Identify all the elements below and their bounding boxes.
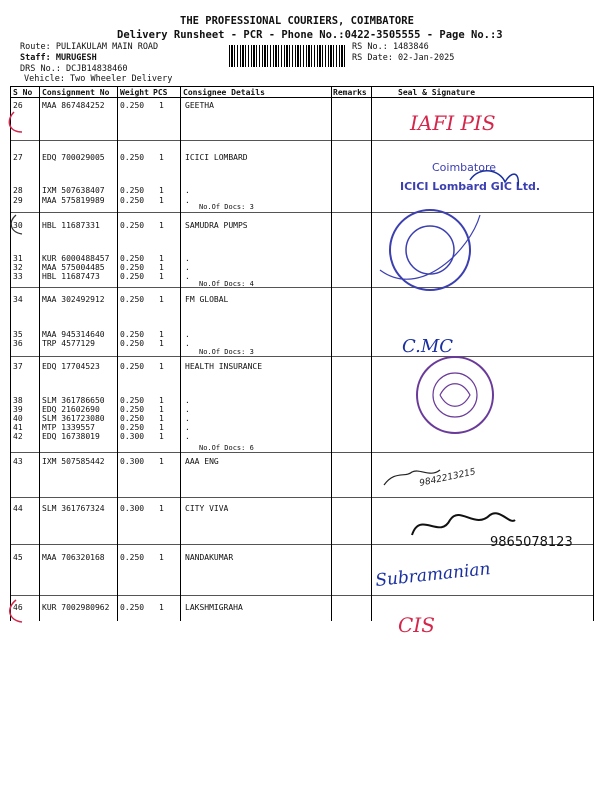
doc-count: No.Of Docs: 3 [199, 203, 254, 211]
cell-sno: 35 [13, 330, 23, 339]
cell-cn: TRP 4577129 [42, 339, 95, 348]
cell-cn: MAA 867484252 [42, 101, 105, 110]
cell-consignee: SAMUDRA PUMPS [185, 221, 248, 230]
cell-pcs: 1 [159, 295, 164, 304]
cell-pcs: 1 [159, 153, 164, 162]
cell-sno: 28 [13, 186, 23, 195]
cell-pcs: 1 [159, 396, 164, 405]
cell-pcs: 1 [159, 362, 164, 371]
doc-count: No.Of Docs: 6 [199, 444, 254, 452]
signature-row-46: CIS [398, 613, 435, 637]
cell-consignee: FM GLOBAL [185, 295, 229, 304]
staff-text: Staff: MURUGESH [20, 53, 97, 63]
cell-wt: 0.300 [120, 432, 145, 441]
cell-sno: 31 [13, 254, 23, 263]
cell-sno: 33 [13, 272, 23, 281]
cell-wt: 0.250 [120, 423, 145, 432]
doc-count: No.Of Docs: 4 [199, 280, 254, 288]
cell-consignee: NANDAKUMAR [185, 553, 234, 562]
icici-stamp-line1: Coimbatore [432, 161, 496, 174]
drs-text: DRS No.: DCJB14838460 [20, 64, 128, 74]
cell-wt: 0.250 [120, 330, 145, 339]
cell-pcs: 1 [159, 405, 164, 414]
cell-pcs: 1 [159, 263, 164, 272]
circle-mark [11, 215, 22, 234]
cell-consignee: . [185, 330, 190, 339]
cell-cn: SLM 361767324 [42, 504, 105, 513]
cell-wt: 0.250 [120, 221, 145, 230]
cell-cn: EDQ 17704523 [42, 362, 100, 371]
red-tick-mark [9, 112, 22, 132]
health-stamp-outer [417, 357, 493, 433]
cell-sno: 39 [13, 405, 23, 414]
cell-consignee: CITY VIVA [185, 504, 229, 513]
cell-consignee: . [185, 263, 190, 272]
red-tick-mark [10, 600, 22, 622]
cell-cn: IXM 507638407 [42, 186, 105, 195]
route-text: Route: PULIAKULAM MAIN ROAD [20, 42, 159, 52]
signature-row-44 [412, 513, 515, 535]
cell-cn: MAA 302492912 [42, 295, 105, 304]
cell-wt: 0.250 [120, 153, 145, 162]
cell-pcs: 1 [159, 423, 164, 432]
signature-row-44-phone: 9865078123 [490, 535, 573, 550]
samudra-stamp-inner [406, 226, 454, 274]
cell-cn: MAA 945314640 [42, 330, 105, 339]
col-header-sno: S No [13, 88, 33, 97]
cell-sno: 29 [13, 196, 23, 205]
cell-sno: 41 [13, 423, 23, 432]
cell-sno: 27 [13, 153, 23, 162]
cell-cn: MTP 1339557 [42, 423, 95, 432]
cell-wt: 0.250 [120, 101, 145, 110]
cell-sno: 38 [13, 396, 23, 405]
cell-consignee: . [185, 405, 190, 414]
cell-consignee: . [185, 414, 190, 423]
cell-consignee: . [185, 196, 190, 205]
cell-cn: IXM 507585442 [42, 457, 105, 466]
cell-consignee: . [185, 339, 190, 348]
cell-pcs: 1 [159, 553, 164, 562]
cell-wt: 0.250 [120, 263, 145, 272]
cell-pcs: 1 [159, 339, 164, 348]
col-header-remarks: Remarks [333, 88, 367, 97]
cell-wt: 0.250 [120, 272, 145, 281]
cell-wt: 0.300 [120, 504, 145, 513]
cell-cn: EDQ 16738019 [42, 432, 100, 441]
cell-pcs: 1 [159, 330, 164, 339]
cell-cn: SLM 361723080 [42, 414, 105, 423]
cell-sno: 44 [13, 504, 23, 513]
cell-sno: 32 [13, 263, 23, 272]
cell-pcs: 1 [159, 504, 164, 513]
samudra-stamp-outer [390, 210, 470, 290]
cell-consignee: . [185, 254, 190, 263]
cell-wt: 0.250 [120, 553, 145, 562]
signature-row-36: C.MC [402, 336, 454, 357]
cell-consignee: GEETHA [185, 101, 214, 110]
cell-wt: 0.250 [120, 414, 145, 423]
cell-consignee: AAA ENG [185, 457, 219, 466]
cell-sno: 34 [13, 295, 23, 304]
cell-sno: 43 [13, 457, 23, 466]
cell-sno: 37 [13, 362, 23, 371]
col-header-pcs: PCS [153, 88, 168, 97]
cell-consignee: . [185, 186, 190, 195]
cell-sno: 45 [13, 553, 23, 562]
cell-cn: SLM 361786650 [42, 396, 105, 405]
signature-row-45: Subramanian [374, 559, 492, 591]
cell-pcs: 1 [159, 186, 164, 195]
company-title: THE PROFESSIONAL COURIERS, COIMBATORE [180, 15, 414, 27]
cell-wt: 0.250 [120, 339, 145, 348]
doc-count: No.Of Docs: 3 [199, 348, 254, 356]
cell-pcs: 1 [159, 101, 164, 110]
cell-consignee: ICICI LOMBARD [185, 153, 248, 162]
cell-pcs: 1 [159, 254, 164, 263]
cell-sno: 36 [13, 339, 23, 348]
cell-cn: HBL 11687473 [42, 272, 100, 281]
cell-sno: 40 [13, 414, 23, 423]
cell-cn: MAA 575004485 [42, 263, 105, 272]
vehicle-text: Vehicle: Two Wheeler Delivery [24, 74, 173, 84]
cell-cn: KUR 7002980962 [42, 603, 110, 612]
cell-consignee: . [185, 423, 190, 432]
cell-wt: 0.250 [120, 603, 145, 612]
cell-wt: 0.250 [120, 254, 145, 263]
col-header-seal: Seal & Signature [398, 88, 476, 97]
cell-wt: 0.250 [120, 396, 145, 405]
cell-wt: 0.250 [120, 186, 145, 195]
col-header-weight: Weight [120, 88, 149, 97]
cell-pcs: 1 [159, 457, 164, 466]
cell-wt: 0.250 [120, 196, 145, 205]
cell-pcs: 1 [159, 603, 164, 612]
runsheet-subtitle: Delivery Runsheet - PCR - Phone No.:0422-3505555 - Page No.:3 [117, 29, 503, 41]
cell-sno: 42 [13, 432, 23, 441]
cell-pcs: 1 [159, 221, 164, 230]
rs-date: RS Date: 02-Jan-2025 [352, 53, 455, 63]
cell-consignee: . [185, 396, 190, 405]
signature-row-26: IAFI PIS [410, 111, 496, 135]
cell-wt: 0.250 [120, 405, 145, 414]
cell-sno: 26 [13, 101, 23, 110]
cell-pcs: 1 [159, 272, 164, 281]
rs-number: RS No.: 1483846 [352, 42, 429, 52]
cell-cn: EDQ 21602690 [42, 405, 100, 414]
cell-cn: MAA 706320168 [42, 553, 105, 562]
cell-consignee: . [185, 432, 190, 441]
cell-cn: MAA 575819989 [42, 196, 105, 205]
cell-cn: KUR 6000488457 [42, 254, 110, 263]
cell-pcs: 1 [159, 196, 164, 205]
col-header-consignee: Consignee Details [183, 88, 265, 97]
cell-wt: 0.250 [120, 295, 145, 304]
cell-cn: HBL 11687331 [42, 221, 100, 230]
cell-consignee: LAKSHMIGRAHA [185, 603, 243, 612]
cell-wt: 0.250 [120, 362, 145, 371]
cell-sno: 46 [13, 603, 23, 612]
stamp-emblem [440, 384, 470, 407]
cell-pcs: 1 [159, 414, 164, 423]
signature-row-43-phone: 9842213215 [418, 467, 477, 489]
cell-consignee: . [185, 272, 190, 281]
cell-sno: 30 [13, 221, 23, 230]
cell-pcs: 1 [159, 432, 164, 441]
cell-cn: EDQ 700029005 [42, 153, 105, 162]
cell-consignee: HEALTH INSURANCE [185, 362, 263, 371]
icici-stamp-line2: ICICI Lombard GIC Ltd. [400, 180, 541, 193]
col-header-consignment: Consignment No [42, 88, 110, 97]
cell-wt: 0.300 [120, 457, 145, 466]
